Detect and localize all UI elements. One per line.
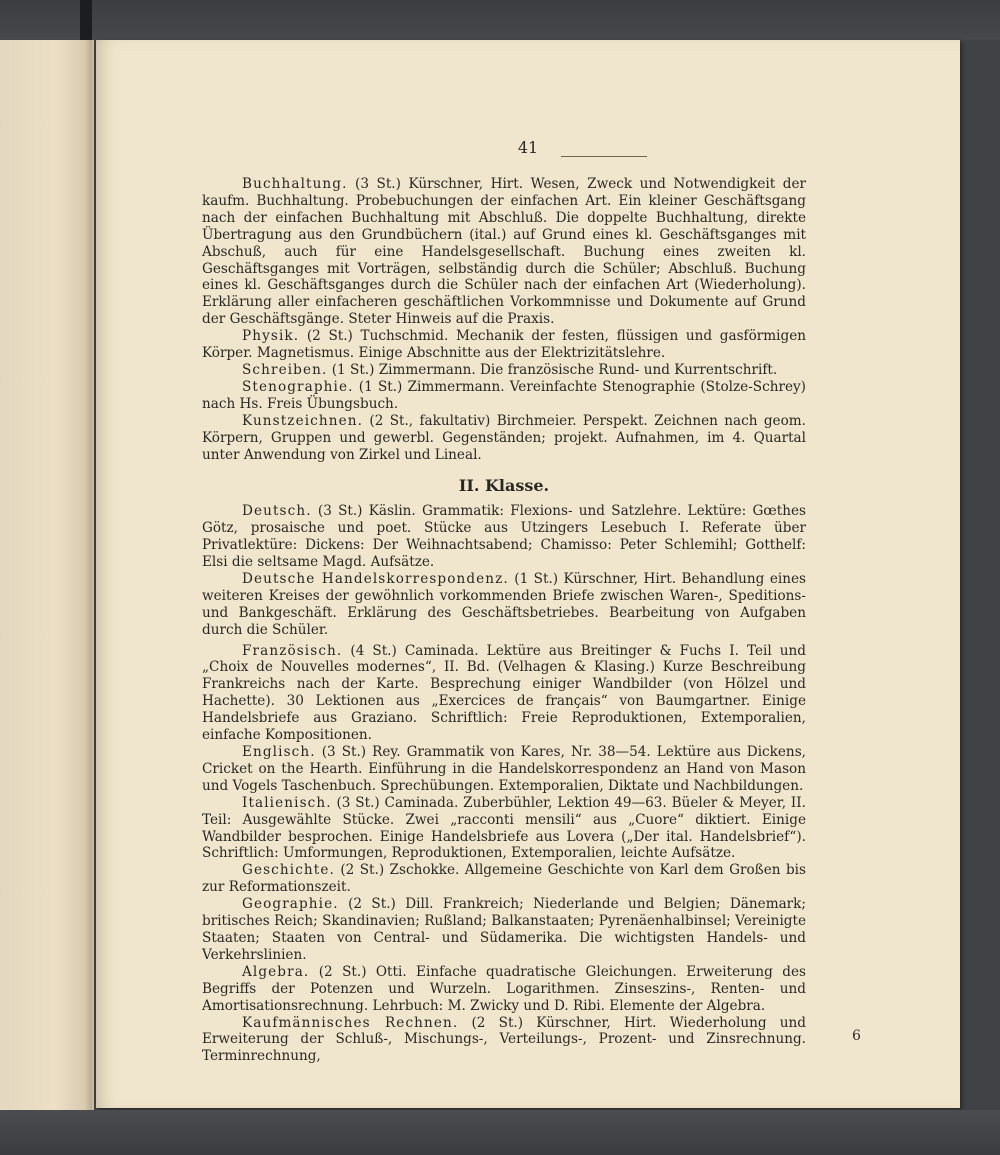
subject-label: Schreiben. — [242, 361, 328, 378]
paragraph-deutsch — [202, 503, 806, 571]
paragraph-text: (1 St.) Zimmermann. Vereinfachte Stenographie (Stolze-Schrey) nach Hs. Freis Übungsbuch. — [202, 378, 806, 412]
paragraph-italienisch — [202, 795, 806, 863]
subject-label: Kunstzeichnen. — [242, 412, 364, 429]
paragraph-algebra — [202, 964, 806, 1015]
paragraph-text: (2 St.) Otti. Einfache quadratische Gleichungen. Erweiterung des Begriffs der Potenzen und Wurzeln. Logarithmen. Zinseszins-, Renten- und Amortisationsrechnung. Lehrbuch: M. Zwicky und D. Ribi. Elemente der Algebra. — [202, 963, 806, 1014]
paragraph-text: (3 St.) Kürschner, Hirt. Wesen, Zweck und Notwendigkeit der kaufm. Buchhaltung. Probebuchungen der einfachen Art. Ein kleiner Geschäftsgang nach der einfachen Buchhaltung mit Abschluß. Die doppelte Buchhaltung, direkte Übertragung aus den Grundbüchern (ital.) auf Grund eines kl. Geschäftsganges mit Abschuß, auch für eine Handelsgesellschaft. Buchung eines zweiten kl. Geschäftsganges mit Vorträgen, selbständig durch die Schüler; Abschluß. Buchung eines kl. Geschäftsganges durch die Schüler nach der einfachen Art (Wiederholung). Erklärung aller einfacheren geschäftlichen Vorkommnisse und Dokumente auf Grund der Geschäftsgänge. Steter Hinweis auf die Praxis. — [202, 176, 806, 328]
paragraph-text: (2 St.) Dill. Frankreich; Niederlande und Belgien; Dänemark; britisches Reich; Skandinavien; Rußland; Balkanstaaten; Pyrenäenhalbinsel; Vereinigte Staaten; Staaten von Central- und Südamerika. Die wichtigsten Handels- und Verkehrslinien. — [202, 896, 806, 963]
paragraph-text: (3 St.) Rey. Grammatik von Kares, Nr. 38—54. Lektüre aus Dickens, Cricket on the Hearth. Einführung in die Handelskorrespondenz an Hand von Mason und Vogels Taschenbuch. Sprechübungen. Extemporalien, Diktate und Nachbildungen. — [202, 744, 806, 794]
paragraph-stenographie — [202, 379, 806, 413]
paragraph-text: (2 St.) Kürschner, Hirt. Wiederholung und Erweiterung der Schluß-, Mischungs-, Verteilungs-, Prozent- und Zinsrechnung. Terminrechnung, — [202, 1014, 806, 1065]
paragraph-text: (4 St.) Caminada. Lektüre aus Breitinger & Fuchs I. Teil und „Choix de Nouvelles modernes“, II. Bd. (Velhagen & Klasing.) Kurze Beschreibung Frankreichs nach der Karte. Besprechung einiger Wandbilder (von Hölzel und Hachette). 30 Lektionen aus „Exercices de français“ von Baumgartner. Einige Handelsbriefe aus Graziano. Schriftlich: Freie Reproduktionen, Extemporalien, einfache Kompositionen. — [202, 642, 806, 744]
paragraph-schreiben — [202, 362, 806, 379]
paragraph-handelskorrespondenz — [202, 571, 806, 639]
paragraph-text: (2 St.) Tuchschmid. Mechanik der festen, flüssigen und gasförmigen Körper. Magnetismus. Einige Abschnitte aus der Elektrizitätslehre. — [202, 328, 806, 362]
paragraph-franzoesisch — [202, 643, 806, 744]
paragraph-text: (3 St.) Käslin. Grammatik: Flexions- und Satzlehre. Lektüre: Gœthes Götz, prosaische und poet. Stücke aus Utzingers Lesebuch I. Referate über Privatlektüre: Dickens: Der Weihnachtsabend; Chamisso: Peter Schlemihl; Gotthelf: Elsi die seltsame Magd. Aufsätze. — [202, 503, 806, 571]
subject-label: Deutsche Handelskorrespondenz. — [242, 570, 509, 587]
paragraph-englisch — [202, 744, 806, 795]
previous-page-edge — [0, 40, 94, 1110]
paragraph-text: (2 St.) Zschokke. Allgemeine Geschichte von Karl dem Großen bis zur Reformationszeit. — [202, 862, 806, 896]
paragraph-text: (1 St.) Kürschner, Hirt. Behandlung eines weiteren Kreises der gewöhnlich vorkommenden Briefe zwischen Waren-, Speditions- und Bankgeschäft. Erklärung des Geschäftsbetriebes. Bearbeitung von Aufgaben durch die Schüler. — [202, 570, 806, 638]
subject-label: Deutsch. — [242, 503, 312, 520]
subject-label: Geschichte. — [242, 862, 335, 879]
subject-label: Italienisch. — [242, 794, 332, 811]
scan-background-bottom — [0, 1110, 1000, 1155]
page-number-rule — [561, 156, 647, 157]
subject-label: Stenographie. — [242, 378, 354, 395]
paragraph-text: (2 St., fakultativ) Birchmeier. Perspekt. Zeichnen nach geom. Körpern, Gruppen und gewerbl. Gegenständen; projekt. Aufnahmen, im 4. Quartal unter Anwendung von Zirkel und Lineal. — [202, 412, 806, 463]
subject-label: Französisch. — [242, 642, 343, 659]
subject-label: Geographie. — [242, 896, 339, 913]
paragraph-kaufmaennisches-rechnen — [202, 1015, 806, 1066]
paragraph-text: (1 St.) Zimmermann. Die französische Rund- und Kurrentschrift. — [327, 361, 778, 378]
paragraph-geschichte — [202, 862, 806, 896]
paragraph-text: (3 St.) Caminada. Zuberbühler, Lektion 49—63. Büeler & Meyer, II. Teil: Ausgewählte Stücke. Zwei „racconti mensili“ aus „Cuore“ diktiert. Einige Wandbilder besprochen. Einige Handelsbriefe aus Lovera („Der ital. Handelsbrief“). Schriftlich: Umformungen, Reproduktionen, Extemporalien, leichte Aufsätze. — [202, 794, 806, 862]
section-heading: II. Klasse. — [458, 476, 550, 496]
page-text — [202, 176, 806, 1065]
paragraph-buchhaltung — [202, 176, 806, 328]
subject-label: Physik. — [242, 328, 300, 345]
subject-label: Englisch. — [242, 744, 316, 760]
subject-label: Buchhaltung. — [242, 176, 348, 192]
subject-label: Kaufmännisches Rechnen. — [242, 1014, 459, 1031]
paragraph-geographie — [202, 896, 806, 964]
subject-label: Algebra. — [242, 963, 310, 980]
paragraph-kunstzeichnen — [202, 413, 806, 464]
scan-background-top — [0, 0, 1000, 40]
signature-mark: 6 — [852, 1028, 861, 1044]
paragraph-physik — [202, 328, 806, 362]
book-spine — [80, 0, 92, 40]
page-number: 41 — [517, 138, 539, 157]
